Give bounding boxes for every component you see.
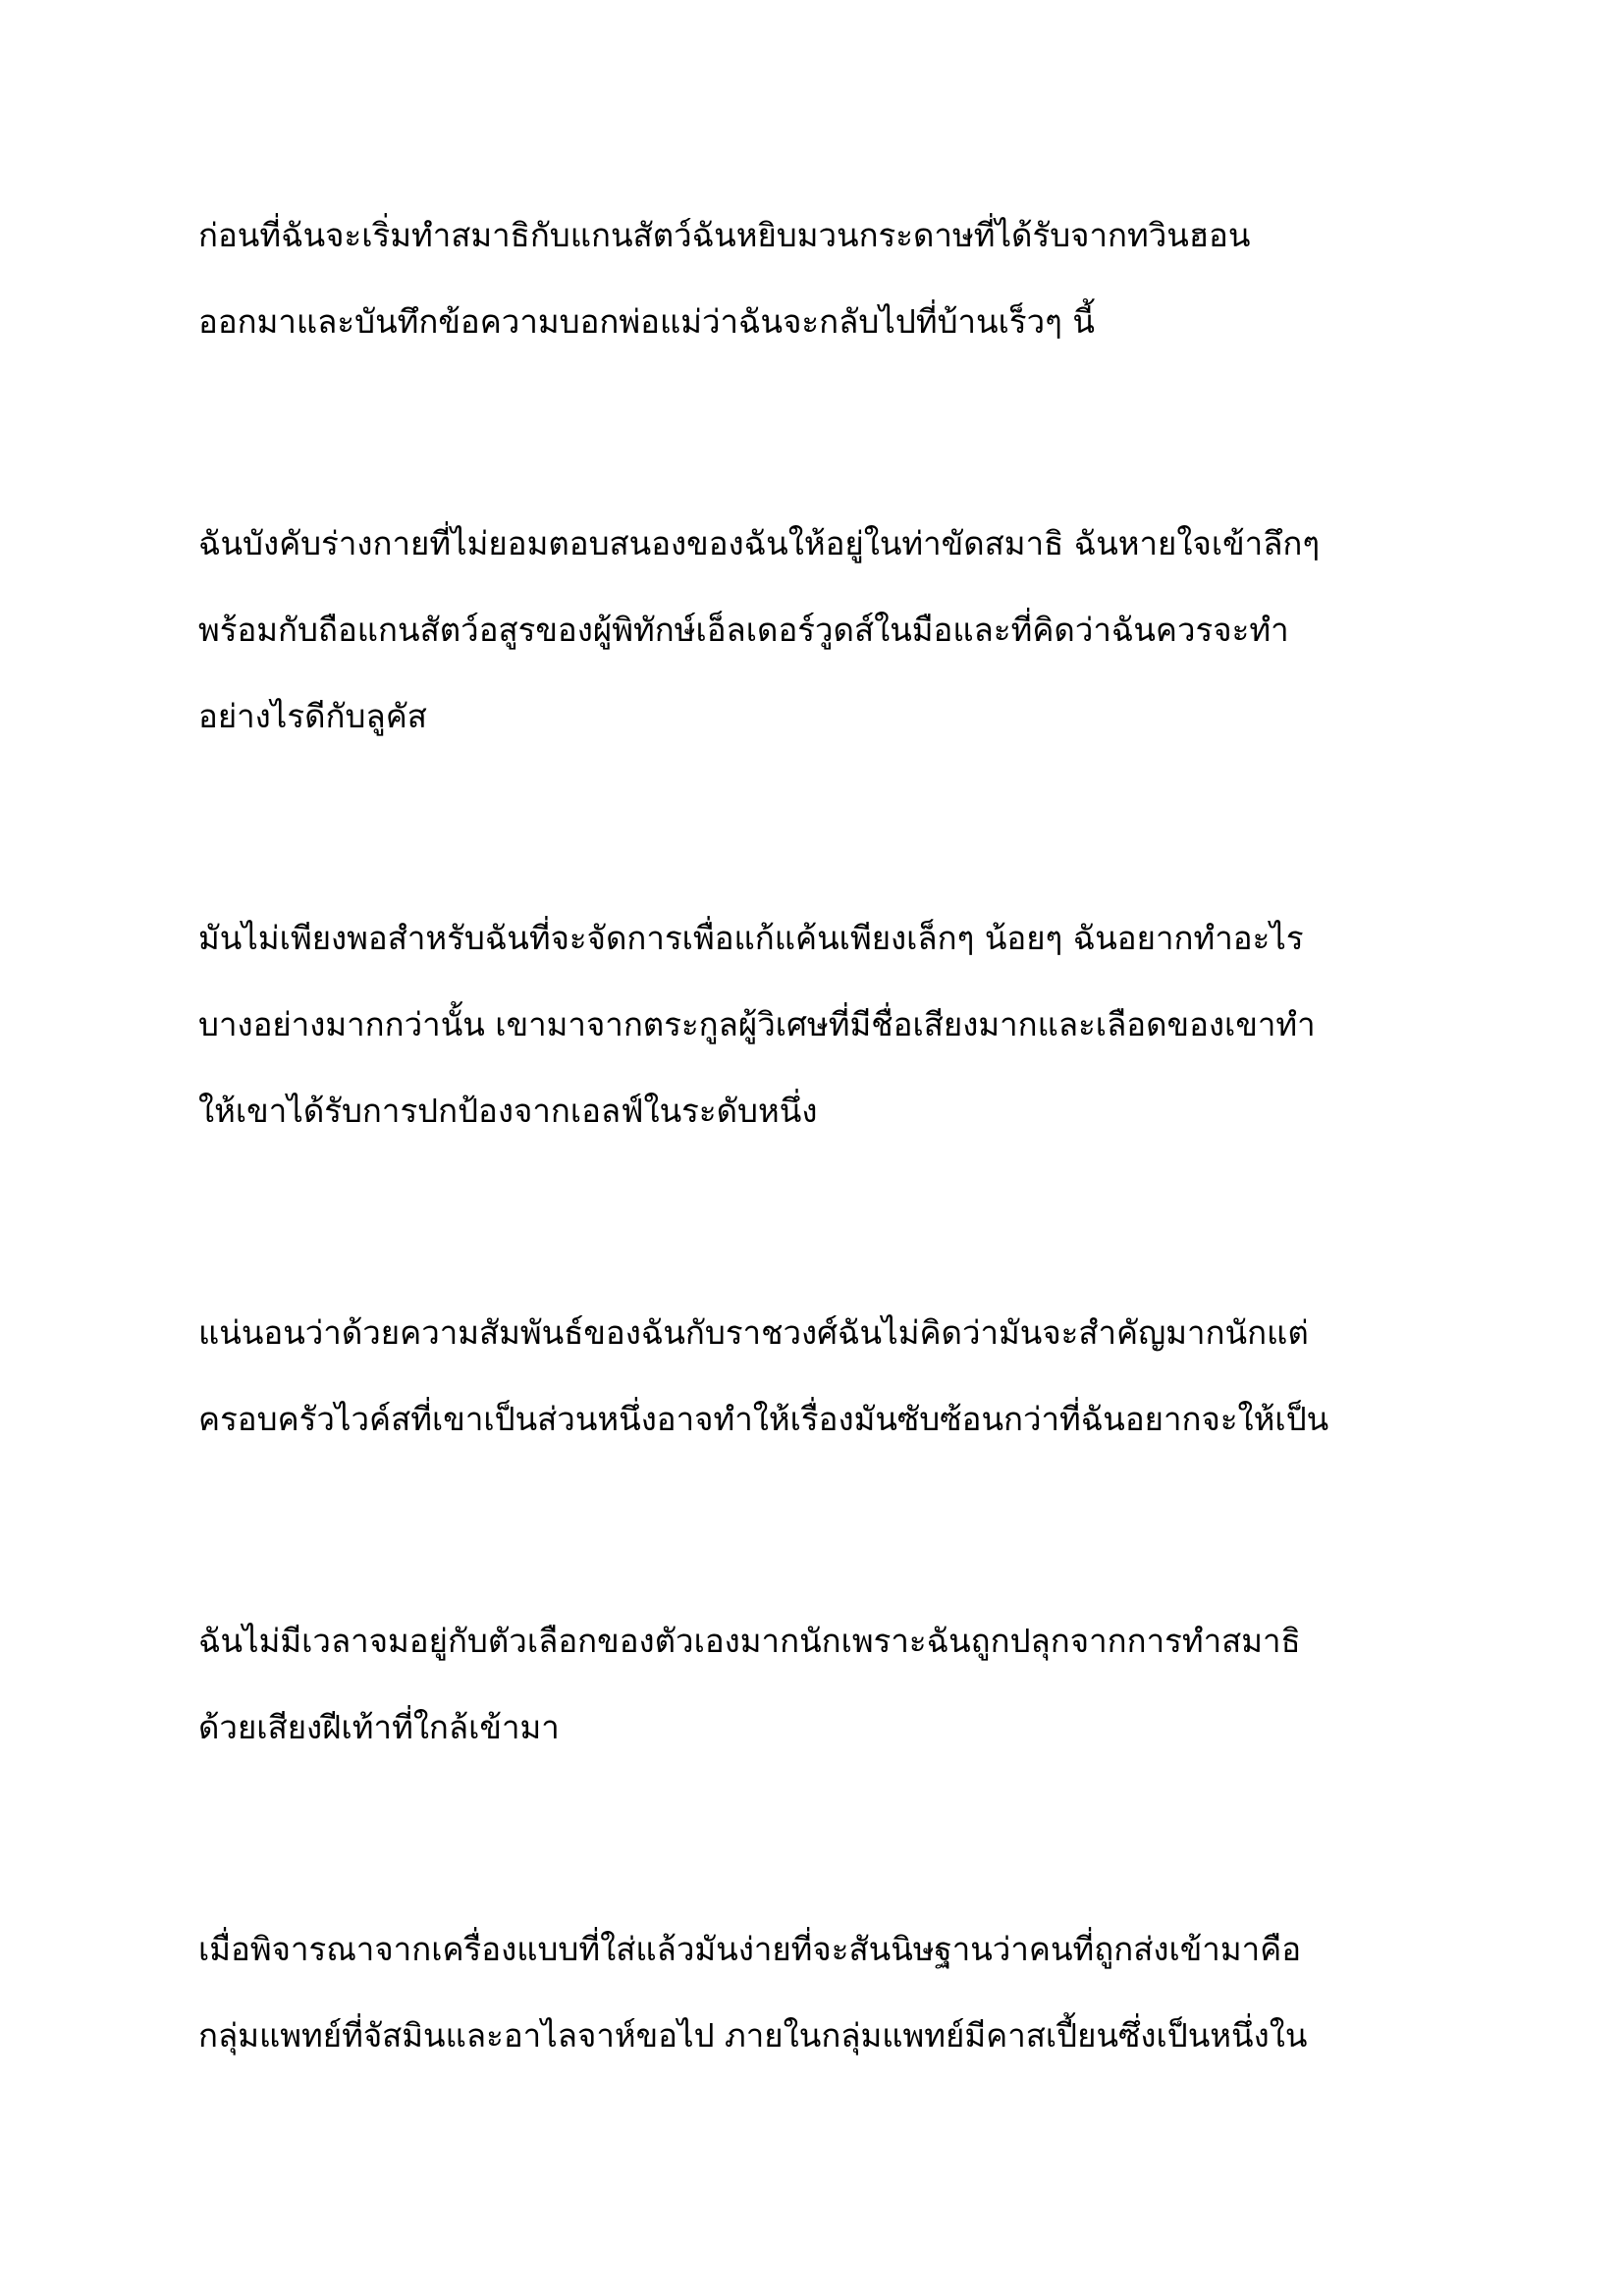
text-line: แน่นอนว่าด้วยความสัมพันธ์ของฉันกับราชวงศ์ฉันไม่คิดว่ามันจะสำคัญมากนักแต่ — [198, 1313, 1309, 1352]
text-line: มันไม่เพียงพอสำหรับฉันที่จะจัดการเพื่อแก้แค้นเพียงเล็กๆ น้อยๆ ฉันอยากทำอะไร — [198, 919, 1304, 957]
text-line: กลุ่มแพทย์ที่จัสมินและอาไลจาห์ขอไป ภายในกลุ่มแพทย์มีคาสเปี้ยนซึ่งเป็นหนึ่งใน — [198, 2016, 1308, 2055]
text-line: ให้เขาได้รับการปกป้องจากเอลฟ์ในระดับหนึ่ง — [198, 1092, 818, 1130]
text-line: เมื่อพิจารณาจากเครื่องแบบที่ใส่แล้วมันง่ายที่จะสันนิษฐานว่าคนที่ถูกส่งเข้ามาคือ — [198, 1930, 1302, 1968]
text-line: ออกมาและบันทึกข้อความบอกพ่อแม่ว่าฉันจะกลับไปที่บ้านเร็วๆ นี้ — [198, 302, 1095, 341]
text-line: ฉันบังคับร่างกายที่ไม่ยอมตอบสนองของฉันให้อยู่ในท่าขัดสมาธิ ฉันหายใจเข้าลึกๆ — [198, 524, 1321, 562]
text-line: อย่างไรดีกับลูคัส — [198, 697, 427, 735]
text-line: ก่อนที่ฉันจะเริ่มทำสมาธิกับแกนสัตว์ฉันหยิบมวนกระดาษที่ได้รับจากทวินฮอน — [198, 216, 1251, 254]
text-line: พร้อมกับถือแกนสัตว์อสูรของผู้พิทักษ์เอ็ลเดอร์วูดส์ในมือและที่คิดว่าฉันควรจะทำ — [198, 611, 1289, 649]
text-line: ด้วยเสียงฝีเท้าที่ใกล้เข้ามา — [198, 1708, 560, 1746]
text-line: ฉันไม่มีเวลาจมอยู่กับตัวเลือกของตัวเองมากนักเพราะฉันถูกปลุกจากการทำสมาธิ — [198, 1622, 1301, 1660]
text-line: ครอบครัวไวค์สที่เขาเป็นส่วนหนึ่งอาจทำให้เรื่องมันซับซ้อนกว่าที่ฉันอยากจะให้เป็น — [198, 1400, 1329, 1438]
text-line: บางอย่างมากกว่านั้น เขามาจากตระกูลผู้วิเศษที่มีชื่อเสียงมากและเลือดของเขาทำ — [198, 1005, 1316, 1043]
